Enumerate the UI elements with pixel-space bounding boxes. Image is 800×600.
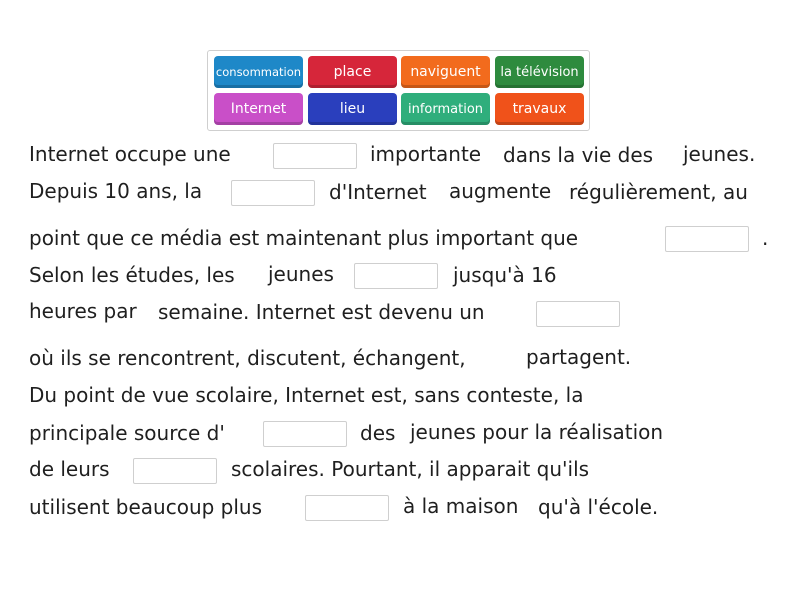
sentence-text: principale source d' (29, 421, 225, 445)
sentence-text: Internet occupe une (29, 142, 231, 166)
sentence-text: . (762, 226, 769, 250)
sentence-text: jeunes pour la réalisation (410, 420, 664, 444)
sentence-text: régulièrement, au (569, 180, 748, 204)
word-tile-information[interactable]: information (401, 93, 490, 125)
word-tile-lieu[interactable]: lieu (308, 93, 397, 125)
word-tile-place[interactable]: place (308, 56, 397, 88)
word-tile-internet[interactable]: Internet (214, 93, 303, 125)
sentence-text: utilisent beaucoup plus (29, 495, 263, 519)
sentence-text: heures par (29, 299, 137, 323)
sentence-text: semaine. Internet est devenu un (158, 300, 485, 324)
answer-blank-1[interactable] (273, 143, 357, 169)
answer-blank-6[interactable] (263, 421, 347, 447)
sentence-text: scolaires. Pourtant, il apparait qu'ils (231, 457, 590, 481)
sentence-text: Depuis 10 ans, la (29, 179, 203, 203)
sentence-text: dans la vie des (503, 143, 654, 167)
answer-blank-7[interactable] (133, 458, 217, 484)
sentence-text: qu'à l'école. (538, 495, 659, 519)
word-tile-travaux[interactable]: travaux (495, 93, 584, 125)
sentence-text: où ils se rencontrent, discutent, échangent, (29, 346, 466, 370)
answer-blank-3[interactable] (665, 226, 749, 252)
sentence-text: à la maison (403, 494, 519, 518)
answer-blank-2[interactable] (231, 180, 315, 206)
answer-blank-5[interactable] (536, 301, 620, 327)
sentence-text: de leurs (29, 457, 110, 481)
sentence-text: d'Internet (329, 180, 427, 204)
sentence-text: jusqu'à 16 (453, 263, 557, 287)
sentence-text: des (360, 421, 396, 445)
answer-blank-4[interactable] (354, 263, 438, 289)
word-tile-la-television[interactable]: la télévision (495, 56, 584, 88)
sentence-text: jeunes. (683, 142, 756, 166)
word-tile-naviguent[interactable]: naviguent (401, 56, 490, 88)
sentence-text: partagent. (526, 345, 632, 369)
word-tile-consommation[interactable]: consommation (214, 56, 303, 88)
sentence-text: augmente (449, 179, 552, 203)
answer-blank-8[interactable] (305, 495, 389, 521)
sentence-text: importante (370, 142, 482, 166)
sentence-text: point que ce média est maintenant plus important que (29, 226, 579, 250)
sentence-text: Selon les études, les (29, 263, 235, 287)
word-bank (207, 50, 590, 131)
sentence-text: jeunes (268, 262, 334, 286)
sentence-text: Du point de vue scolaire, Internet est, sans conteste, la (29, 383, 584, 407)
